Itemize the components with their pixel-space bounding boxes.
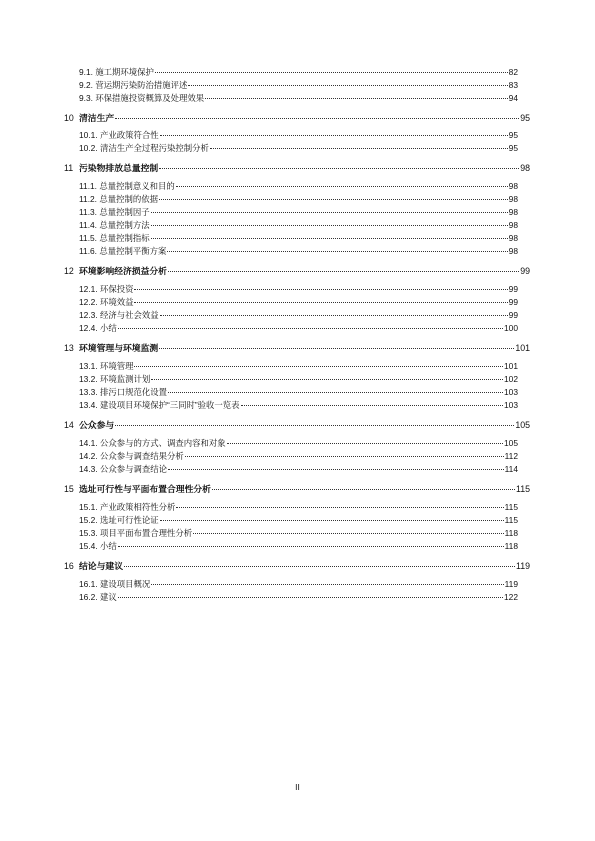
toc-entry-title: 小结	[99, 323, 117, 333]
toc-entry-title: 小结	[99, 541, 117, 551]
toc-entry[interactable]	[79, 323, 518, 333]
toc-entry-number: 9.2.	[79, 80, 93, 90]
toc-entry-page: 114	[504, 464, 518, 474]
toc-entry[interactable]	[79, 130, 518, 140]
toc-entry[interactable]	[79, 515, 518, 525]
toc-entry-title: 经济与社会效益	[99, 310, 159, 320]
toc-chapter-page: 105	[515, 420, 530, 430]
toc-chapter-title: 选址可行性与平面布置合理性分析	[79, 484, 211, 494]
toc-entry[interactable]	[79, 284, 518, 294]
toc-chapter-number: 15	[64, 484, 74, 494]
leader-dots	[188, 85, 507, 86]
toc-chapter-title: 公众参与	[79, 420, 115, 430]
leader-dots	[176, 186, 508, 187]
toc-entry[interactable]	[79, 438, 518, 448]
toc-entry-title: 产业政策相符性分析	[99, 502, 176, 512]
toc-entry-number: 9.1.	[79, 67, 93, 77]
toc-entry-title: 总量控制意义和目的	[99, 181, 175, 191]
leader-dots	[118, 546, 504, 547]
toc-entry-title: 建议	[99, 592, 117, 602]
toc-entry[interactable]	[79, 451, 518, 461]
leader-dots	[160, 520, 504, 521]
leader-dots	[115, 425, 514, 426]
toc-entry[interactable]	[79, 464, 518, 474]
toc-entry[interactable]	[79, 400, 518, 410]
leader-dots	[227, 443, 503, 444]
toc-entry[interactable]	[79, 541, 518, 551]
toc-entry-number: 12.4.	[79, 323, 98, 333]
toc-entry-title: 清洁生产全过程污染控制分析	[99, 143, 209, 153]
leader-dots	[159, 168, 519, 169]
toc-entry[interactable]	[79, 297, 518, 307]
toc-entry-page: 95	[508, 143, 518, 153]
toc-entry-title: 营运期污染防治措施评述	[95, 80, 188, 90]
toc-entry[interactable]	[79, 194, 518, 204]
toc-entry-page: 103	[504, 400, 518, 410]
toc-entry-page: 98	[508, 233, 518, 243]
toc-entry[interactable]	[79, 310, 518, 320]
toc-entry-number: 10.2.	[79, 143, 98, 153]
toc-entry-title: 排污口规范化设置	[99, 387, 167, 397]
toc-entry[interactable]	[79, 80, 518, 90]
leader-dots	[193, 533, 504, 534]
toc-chapter-title: 环境管理与环境监测	[79, 343, 159, 353]
leader-dots	[134, 289, 507, 290]
toc-entry-title: 施工期环境保护	[95, 67, 154, 77]
toc-entry-number: 14.1.	[79, 438, 98, 448]
toc-entry-page: 102	[504, 374, 518, 384]
toc-entry-number: 16.2.	[79, 592, 98, 602]
toc-entry-number: 11.2.	[79, 194, 98, 204]
leader-dots	[205, 98, 507, 99]
toc-entry-page: 100	[504, 323, 518, 333]
toc-entry[interactable]	[79, 387, 518, 397]
toc-chapter-number: 16	[64, 561, 74, 571]
toc-entry[interactable]	[79, 93, 518, 103]
toc-entry-page: 99	[508, 310, 518, 320]
toc-entry-page: 82	[508, 67, 518, 77]
leader-dots	[134, 366, 503, 367]
toc-chapter[interactable]	[64, 420, 530, 430]
toc-entry[interactable]	[79, 374, 518, 384]
leader-dots	[168, 392, 503, 393]
leader-dots	[159, 199, 508, 200]
leader-dots	[151, 225, 508, 226]
toc-entry-title: 总量控制方法	[99, 220, 150, 230]
toc-entry-title: 公众参与的方式、调查内容和对象	[99, 438, 226, 448]
toc-entry-page: 95	[508, 130, 518, 140]
page-number: II	[295, 782, 300, 792]
toc-entry-number: 11.3.	[79, 207, 98, 217]
leader-dots	[185, 456, 504, 457]
leader-dots	[151, 238, 508, 239]
toc-entry-title: 环境效益	[99, 297, 134, 307]
toc-entry-title: 公众参与调查结论	[99, 464, 167, 474]
leader-dots	[160, 135, 508, 136]
toc-entry-page: 99	[508, 297, 518, 307]
leader-dots	[160, 315, 508, 316]
toc-entry-title: 环保投资	[99, 284, 134, 294]
toc-entry-number: 11.6.	[79, 246, 98, 256]
toc-entry-page: 98	[508, 194, 518, 204]
toc-entry-title: 总量控制指标	[99, 233, 150, 243]
leader-dots	[168, 271, 519, 272]
toc-entry-page: 94	[508, 93, 518, 103]
toc-chapter-title: 清洁生产	[79, 113, 115, 123]
toc-entry-page: 83	[508, 80, 518, 90]
leader-dots	[176, 507, 503, 508]
toc-chapter-page: 99	[520, 266, 530, 276]
toc-entry-number: 11.5.	[79, 233, 98, 243]
toc-chapter[interactable]	[64, 266, 530, 276]
toc-entry-title: 环保措施投资概算及处理效果	[95, 93, 205, 103]
toc-chapter[interactable]	[64, 343, 530, 353]
toc-chapter-number: 12	[64, 266, 74, 276]
toc-entry-page: 115	[504, 502, 518, 512]
leader-dots	[167, 251, 507, 252]
toc-entry-title: 总量控制因子	[99, 207, 150, 217]
toc-entry-title: 环境管理	[99, 361, 134, 371]
toc-entry-number: 10.1.	[79, 130, 98, 140]
leader-dots	[212, 489, 515, 490]
toc-entry-number: 12.3.	[79, 310, 98, 320]
toc-entry[interactable]	[79, 528, 518, 538]
toc-entry-page: 118	[504, 528, 518, 538]
toc-chapter-page: 101	[515, 343, 530, 353]
toc-chapter-title: 结论与建议	[79, 561, 123, 571]
toc-entry-title: 公众参与调查结果分析	[99, 451, 184, 461]
toc-entry-number: 12.1.	[79, 284, 98, 294]
leader-dots	[151, 212, 508, 213]
toc-entry-page: 112	[504, 451, 518, 461]
toc-entry-number: 15.2.	[79, 515, 98, 525]
toc-chapter-number: 11	[64, 163, 74, 173]
toc-entry-number: 16.1.	[79, 579, 98, 589]
toc-entry-number: 9.3.	[79, 93, 93, 103]
toc-entry[interactable]	[79, 361, 518, 371]
toc-chapter-page: 98	[520, 163, 530, 173]
leader-dots	[115, 118, 519, 119]
toc-entry[interactable]	[79, 246, 518, 256]
leader-dots	[159, 348, 514, 349]
toc-entry-page: 115	[504, 515, 518, 525]
toc-entry-number: 14.2.	[79, 451, 98, 461]
toc-chapter-number: 13	[64, 343, 74, 353]
toc-entry[interactable]	[79, 233, 518, 243]
toc-entry-page: 105	[504, 438, 518, 448]
leader-dots	[155, 72, 508, 73]
toc-entry-number: 13.3.	[79, 387, 98, 397]
leader-dots	[151, 379, 503, 380]
toc-chapter-title: 环境影响经济损益分析	[79, 266, 167, 276]
toc-entry[interactable]	[79, 579, 518, 589]
leader-dots	[168, 469, 504, 470]
toc-chapter[interactable]	[64, 113, 530, 123]
toc-entry-page: 119	[504, 579, 518, 589]
toc-entry-number: 15.1.	[79, 502, 98, 512]
toc-entry-number: 13.4.	[79, 400, 98, 410]
toc-entry-number: 15.3.	[79, 528, 98, 538]
toc-entry-page: 118	[504, 541, 518, 551]
toc-chapter[interactable]	[64, 484, 530, 494]
toc-entry[interactable]	[79, 220, 518, 230]
toc-chapter[interactable]	[64, 561, 530, 571]
toc-chapter-page: 115	[515, 484, 530, 494]
leader-dots	[241, 405, 503, 406]
toc-entry-title: 选址可行性论证	[99, 515, 159, 525]
leader-dots	[134, 302, 507, 303]
toc-entry[interactable]	[79, 143, 518, 153]
toc-entry-page: 98	[508, 246, 518, 256]
toc-entry-page: 98	[508, 207, 518, 217]
toc-entry-title: 建设项目环境保护“三同时”验收一览表	[99, 400, 240, 410]
leader-dots	[151, 584, 503, 585]
toc-entry-number: 12.2.	[79, 297, 98, 307]
toc-entry-number: 13.1.	[79, 361, 98, 371]
leader-dots	[124, 566, 515, 567]
toc-entry[interactable]	[79, 502, 518, 512]
toc-entry[interactable]	[79, 67, 518, 77]
toc-entry-title: 环境监测计划	[99, 374, 151, 384]
toc-entry-page: 103	[504, 387, 518, 397]
toc-chapter-page: 119	[515, 561, 530, 571]
toc-entry-title: 总量控制平衡方案	[99, 246, 167, 256]
toc-entry-title: 总量控制的依据	[99, 194, 158, 204]
toc-entry-number: 11.1.	[79, 181, 98, 191]
toc-entry-number: 13.2.	[79, 374, 98, 384]
leader-dots	[118, 328, 503, 329]
toc-entry-number: 11.4.	[79, 220, 98, 230]
toc-chapter-number: 10	[64, 113, 74, 123]
toc-entry-page: 101	[504, 361, 518, 371]
toc-entry-title: 建设项目概况	[99, 579, 151, 589]
toc-chapter-page: 95	[520, 113, 530, 123]
leader-dots	[210, 148, 508, 149]
leader-dots	[118, 597, 503, 598]
toc-entry[interactable]	[79, 207, 518, 217]
toc-entry-number: 15.4.	[79, 541, 98, 551]
toc-entry[interactable]	[79, 592, 518, 602]
toc-entry-page: 99	[508, 284, 518, 294]
toc-entry[interactable]	[79, 181, 518, 191]
toc-entry-title: 项目平面布置合理性分析	[99, 528, 193, 538]
toc-entry-title: 产业政策符合性	[99, 130, 159, 140]
toc-entry-number: 14.3.	[79, 464, 98, 474]
toc-entry-page: 98	[508, 220, 518, 230]
toc-chapter-title: 污染物排放总量控制	[79, 163, 159, 173]
toc-chapter-number: 14	[64, 420, 74, 430]
toc-chapter[interactable]	[64, 163, 530, 173]
toc-entry-page: 122	[504, 592, 518, 602]
toc-entry-page: 98	[508, 181, 518, 191]
